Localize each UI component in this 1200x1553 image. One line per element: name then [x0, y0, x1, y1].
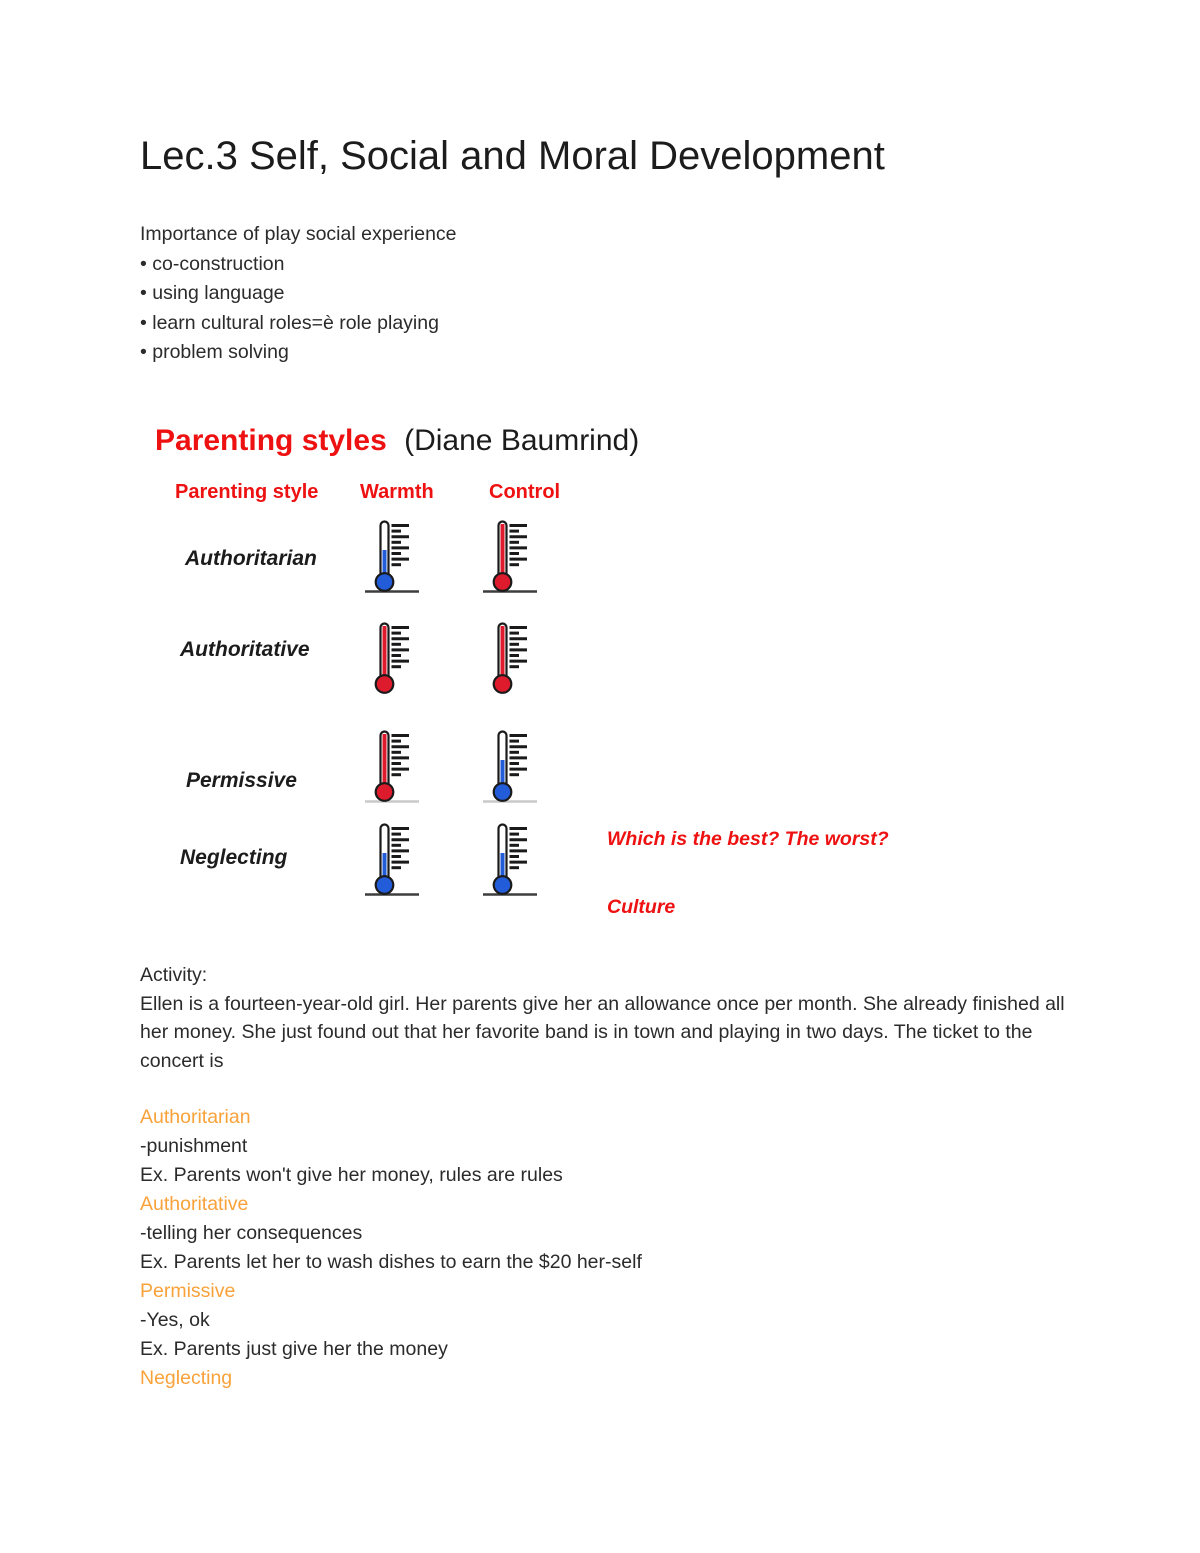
response-heading-authoritative: Authoritative — [140, 1193, 249, 1215]
activity-label: Activity: — [140, 964, 208, 986]
response-heading-authoritarian: Authoritarian — [140, 1106, 251, 1128]
slide-title — [155, 424, 639, 458]
activity-section — [140, 961, 1085, 1075]
row-label-permissive: Permissive — [186, 769, 297, 792]
thermometer-icon — [364, 729, 420, 805]
row-label-authoritarian: Authoritarian — [185, 547, 317, 570]
slide-title-author: (Diane Baumrind) — [404, 424, 640, 457]
response-heading-neglecting: Neglecting — [140, 1367, 233, 1389]
intro-heading: Importance of play social experience — [140, 223, 457, 245]
row-label-neglecting: Neglecting — [180, 846, 288, 869]
column-header-control: Control — [489, 481, 561, 503]
activity-text: Ellen is a fourteen-year-old girl. Her parents give her an allowance once per month. She already finished all her money. She just found out that her favorite band is in town and playing in two days. The ticket to the concert is — [140, 992, 1065, 1072]
response-heading-permissive: Permissive — [140, 1280, 236, 1302]
culture-note: Culture — [607, 896, 676, 918]
response-line: Ex. Parents just give her the money — [140, 1338, 448, 1360]
bullet-item: • co-construction — [140, 252, 285, 275]
response-line: Ex. Parents let her to wash dishes to earn the $20 her-self — [140, 1251, 642, 1273]
thermometer-icon — [364, 519, 420, 595]
bullet-item: • learn cultural roles=è role playing — [140, 311, 439, 334]
response-line: Ex. Parents won't give her money, rules are rules — [140, 1164, 563, 1186]
thermometer-icon — [364, 621, 420, 697]
column-header-warmth: Warmth — [360, 481, 434, 503]
bullet-item: • using language — [140, 282, 285, 304]
response-line: -punishment — [140, 1135, 248, 1157]
responses-section — [140, 1103, 1085, 1393]
thermometer-icon — [482, 621, 538, 697]
response-line: -Yes, ok — [140, 1309, 210, 1331]
slide-title-red: Parenting styles — [155, 424, 387, 457]
thermometer-icon — [364, 822, 420, 898]
thermometer-icon — [482, 519, 538, 595]
thermometer-icon — [482, 822, 538, 898]
page-title: Lec.3 Self, Social and Moral Development — [140, 134, 885, 178]
best-worst-question: Which is the best? The worst? — [607, 828, 889, 850]
column-header-parenting-style: Parenting style — [175, 481, 319, 503]
bullet-item: • problem solving — [140, 341, 289, 363]
response-line: -telling her consequences — [140, 1222, 363, 1244]
intro-section — [140, 220, 457, 368]
thermometer-icon — [482, 729, 538, 805]
row-label-authoritative: Authoritative — [180, 638, 310, 661]
